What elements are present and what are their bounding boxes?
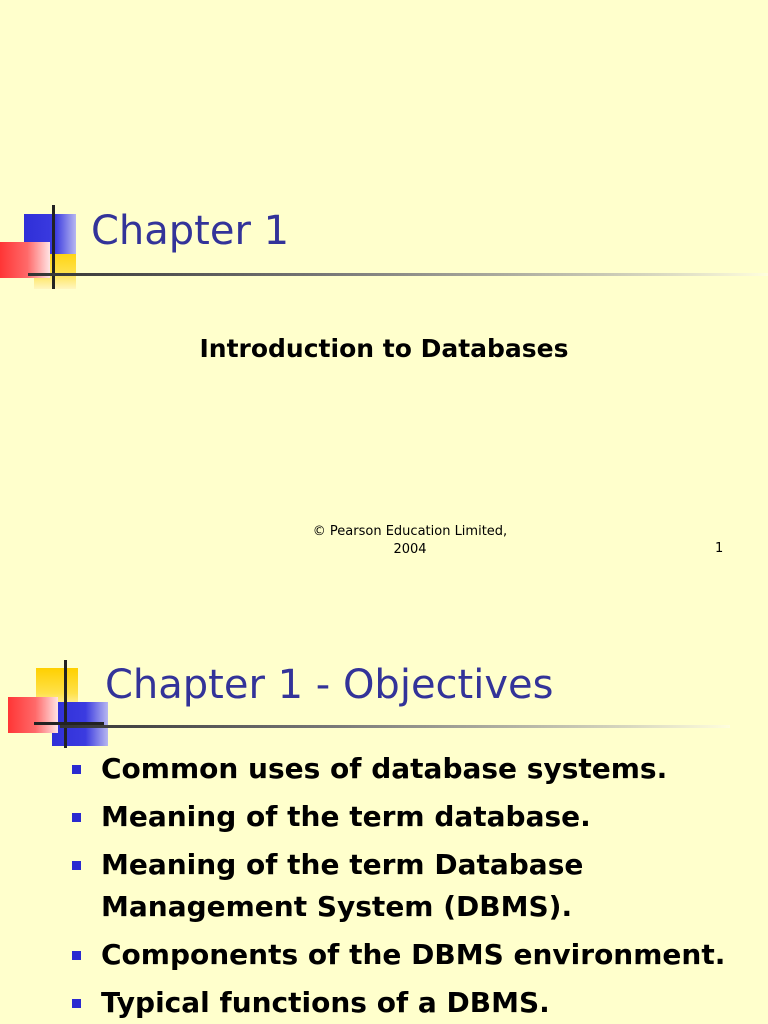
- list-item: [72, 796, 752, 838]
- copyright-line-2: 2004: [393, 542, 427, 557]
- slide-subtitle: Introduction to Databases: [199, 334, 569, 363]
- slide-title: Chapter 1 - Objectives: [105, 662, 554, 708]
- square-bullet-icon: [72, 813, 81, 822]
- objectives-list: [72, 748, 752, 1024]
- overlapping-squares-icon: [0, 205, 100, 295]
- square-bullet-icon: [72, 861, 81, 870]
- list-item-text: Components of the DBMS environment.: [101, 938, 726, 971]
- slide-2: [0, 620, 768, 1024]
- list-item: [72, 982, 752, 1024]
- page-number: 1: [715, 541, 724, 556]
- slide-title: Chapter 1: [91, 208, 290, 254]
- list-item: [72, 934, 752, 976]
- square-bullet-icon: [72, 765, 81, 774]
- overlapping-squares-icon: [8, 660, 112, 752]
- list-item: [72, 844, 621, 928]
- list-item-text: Typical functions of a DBMS.: [101, 986, 550, 1019]
- title-underline: [60, 725, 730, 728]
- copyright-footer: [260, 523, 560, 559]
- list-item-text: Common uses of database systems.: [101, 752, 668, 785]
- list-item-text: Meaning of the term database.: [101, 800, 591, 833]
- title-underline: [28, 273, 768, 276]
- square-bullet-icon: [72, 951, 81, 960]
- list-item-text: Meaning of the term Database Management System (DBMS).: [101, 848, 584, 923]
- list-item: [72, 748, 752, 790]
- copyright-line-1: © Pearson Education Limited,: [312, 524, 508, 539]
- square-bullet-icon: [72, 999, 81, 1008]
